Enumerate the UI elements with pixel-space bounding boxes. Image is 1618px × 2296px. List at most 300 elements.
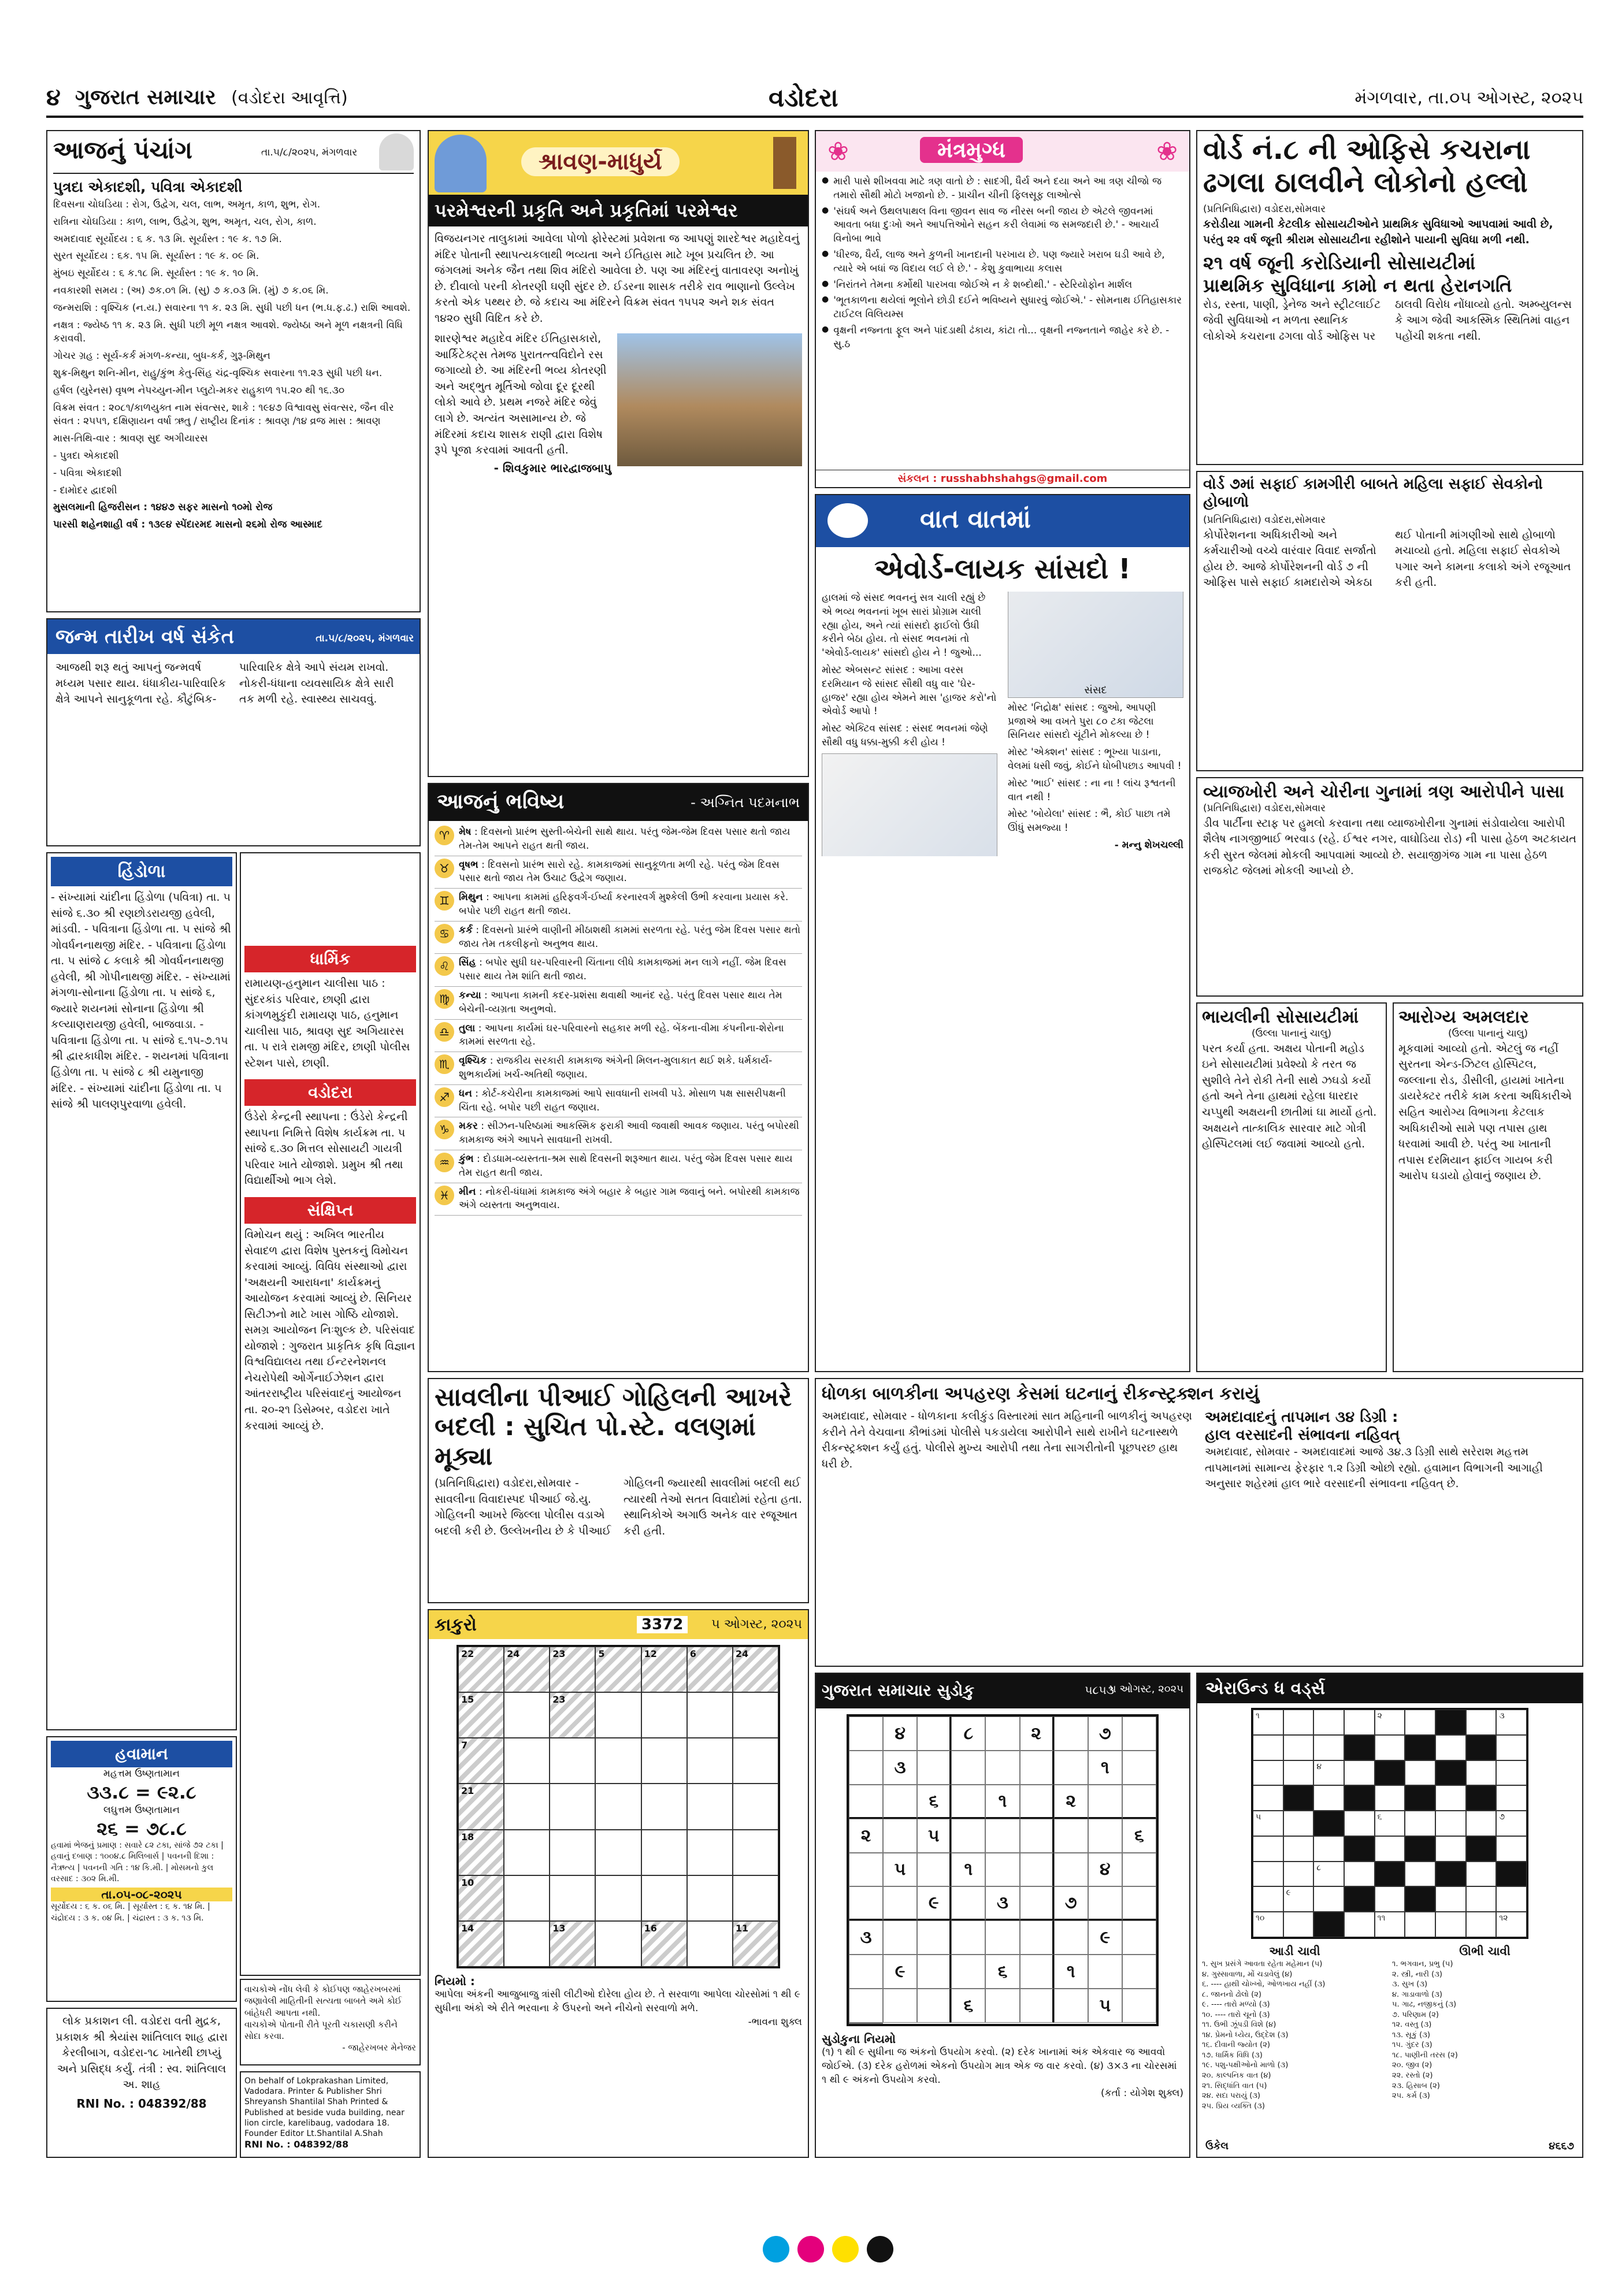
crossword-black-cell [1344,1836,1375,1862]
kakuro-cell[interactable] [687,1738,733,1784]
kakuro-cell[interactable] [733,1875,778,1921]
notice-sign: - જાહેરખબર મેનેજર [342,2042,416,2053]
crossword-cell[interactable] [1283,1886,1314,1912]
kakuro-cell[interactable] [733,1830,778,1875]
crossword-cell[interactable] [1283,1760,1314,1786]
kakuro-box [428,1609,809,2158]
crossword-cell[interactable] [1344,1811,1375,1836]
sudoku-cell[interactable]: ૨ [1054,1785,1088,1819]
crossword-cell[interactable] [1466,1710,1497,1735]
crossword-cell[interactable] [1375,1811,1405,1836]
rashi-sign: સિંહ [459,957,476,969]
arogya-box [1393,1002,1583,1372]
crossword-cell[interactable] [1405,1760,1435,1786]
sudoku-cell[interactable]: ૮ [951,1717,985,1751]
crossword-cell[interactable] [1405,1912,1435,1937]
sudoku-cell[interactable]: ૪ [1088,1853,1122,1887]
crossword-cell[interactable] [1496,1912,1527,1937]
kakuro-cell[interactable] [687,1921,733,1967]
crossword-cell[interactable] [1313,1836,1344,1862]
sudoku-cell[interactable] [883,1989,917,2023]
kakuro-clue-cell [504,1647,550,1692]
crossword-cell[interactable] [1253,1811,1283,1836]
sudoku-cell[interactable] [849,1886,883,1920]
crossword-cell[interactable] [1283,1836,1314,1862]
panchang-line: - દામોદર દ્વાદશી [53,484,117,496]
crossword-cell[interactable] [1313,1862,1344,1887]
kakuro-cell[interactable] [687,1692,733,1738]
crossword-cell[interactable] [1313,1735,1344,1760]
sudoku-cell[interactable] [1020,1989,1054,2023]
crossword-cell[interactable] [1496,1735,1527,1760]
crossword-black-cell [1466,1785,1497,1811]
imprint-guj-rni: RNI No. : 048392/88 [76,2096,207,2111]
havaman-box [46,1736,237,2002]
rashi-text: દોડધામ-વ્યસ્તતા-શ્રમ સાથે દિવસની શરૂઆત થાય. પરંતુ જેમ દિવસ પસાર થાય તેમ રાહત થતી જાય. [459,1153,793,1179]
sudoku-cell[interactable] [1020,1751,1054,1785]
crossword-cell[interactable] [1253,1735,1283,1760]
kakuro-clue: 14 [461,1922,474,1934]
rashi-sign: તુલા [459,1022,476,1034]
sudoku-cell[interactable]: ૩ [985,1886,1019,1920]
kakuro-cell[interactable] [504,1921,550,1967]
across-clue: ૨૧. સિદ્ધાંતિ વાત (૫) [1202,2081,1267,2090]
crossword-cell[interactable] [1253,1710,1283,1735]
crossword-cell[interactable] [1435,1785,1466,1811]
notice-text-2: વાચકોએ પોતાની રીતે પૂરતી ચકાસણી કરીને સોદા કરવા. [244,2019,398,2041]
kakuro-cell[interactable] [595,1692,641,1738]
kakuro-author: -ભાવના શુક્લ [748,2016,802,2028]
quote-item: ● 'નિરાંતને તેમના કર્મોથી પારખવા જોઈએ ન કે શબ્દોથી.' - સ્ટેરિયોફોન માર્શલ [822,278,1183,292]
sudoku-cell[interactable] [917,1955,951,1989]
sudoku-cell[interactable]: ૨ [1020,1717,1054,1751]
kakuro-cell[interactable] [595,1875,641,1921]
sudoku-cell[interactable]: ૬ [951,1989,985,2023]
sudoku-cell[interactable] [1054,1717,1088,1751]
crossword-number: ૪ [1316,1762,1322,1771]
kakuro-clue-cell [458,1692,504,1738]
sudoku-rules-title: સુડોકુના નિયમો [822,2032,896,2046]
crossword-cell[interactable] [1496,1760,1527,1786]
crossword-cell[interactable] [1405,1811,1435,1836]
bhavishya-box [428,783,809,1372]
sudoku-cell[interactable] [917,1853,951,1887]
sudoku-cell[interactable] [985,1751,1019,1785]
kakuro-clue: 16 [644,1922,657,1934]
kakuro-rules-title: નિયમો : [435,1974,475,1988]
sudoku-cell[interactable] [985,1717,1019,1751]
sudoku-cell[interactable]: ૧ [985,1785,1019,1819]
sudoku-cell[interactable] [951,1886,985,1920]
across-clue: ૬. ---- હાથી ચોખ્ખો, ઓળખાય નહીં (૩) [1202,1980,1326,1989]
crossword-cell[interactable] [1375,1710,1405,1735]
registration-mark [763,2236,789,2262]
registration-mark [832,2236,859,2262]
notice-text-1: વાચકોએ નોંધ લેવી કે કોઈપણ જાહેરખબરમાં જણાવેલી માહિતીની સત્યતા બાબતે અમે કોઈ બાંહેધરી આપતા નથી. [244,1984,402,2018]
quote-item: ● 'ધીરજ, ધૈર્ય, લાજ અને કુળની ખાનદાની પરખાય છે. પણ જ્યારે ખરાબ ઘડી આવે છે, ત્યારે એ બધાં જ વિદાય લઈ લે છે.' - કેશુ કુવાભાયા કલાસ [822,248,1183,276]
sudoku-cell[interactable]: ૧ [1088,1751,1122,1785]
crossword-cell[interactable] [1283,1710,1314,1735]
crossword-cell[interactable] [1344,1710,1375,1735]
crossword-cell[interactable] [1435,1735,1466,1760]
sudoku-cell[interactable] [849,1853,883,1887]
rashi-row: ♉ વૃષભ : દિવસનો પ્રારંભ સારો રહે. કામકાજમાં સાનુકૂળતા મળી રહે. પરંતુ જેમ દિવસ પસાર થતો જાય તેમ ઉચાટ ઉદ્વેગ જણાય. [435,856,802,889]
sudoku-cell[interactable]: ૯ [1088,1920,1122,1955]
sudoku-cell[interactable] [985,1989,1019,2023]
sudoku-cell[interactable]: ૫ [883,1853,917,1887]
kakuro-clue-cell [550,1692,595,1738]
sudoku-cell[interactable] [1088,1819,1122,1853]
birthday-box [46,618,421,846]
rashi-sign: મકર [459,1120,478,1132]
city: વડોદરા [769,83,838,113]
crossword-cell[interactable] [1283,1912,1314,1937]
crossword-number: ૧ [1256,1711,1260,1721]
crossword-cell[interactable] [1283,1862,1314,1887]
kakuro-cell[interactable] [504,1738,550,1784]
sudoku-cell[interactable] [951,1785,985,1819]
crossword-cell[interactable] [1466,1760,1497,1786]
crossword-cell[interactable] [1313,1886,1344,1912]
down-clue: ૨૩. હિસાબ (૨) [1392,2081,1440,2090]
vaat-item: મોસ્ટ 'નિદ્રોક્ષ' સાંસદ : જુઓ, આપણી પ્રજાએ આ વખતે પુરા ૮૦ ટકા જેટલા સિનિયર સાંસદો ચૂંટીને મોકલ્યા છે ! [1008,701,1156,741]
kakuro-cell[interactable] [504,1875,550,1921]
ward8-body: કરોડીયા ગામની કેટલીક સોસાયટીઓને પ્રાથમિક સુવિધાઓ આપવામાં આવી છે, પરંતુ ૨૨ વર્ષ જૂની શ્રીરામ સોસાયટીના રહીશોને પાયાની સુવિધા મળી નથી. [1203,217,1553,247]
kakuro-clue: 12 [644,1648,657,1659]
savli-box [428,1378,809,1603]
bhayali-body: પરત કર્યા હતા. અક્ષય પોતાની મહોડ ઇને સોસાયટીમાં પ્રવેશ્યો કે તરત જ સુશીલે તેને રોકી તેની સાથે ઝઘડો કર્યો હતો અને તેના હાથમાં રહેલા ધારદાર ચપ્પુથી અક્ષયની છાતીમાં ઘા માર્યો હતો. અક્ષયને તાત્કાલિક સારવાર માટે ગોત્રી હોસ્પિટલમાં લઈ જવામાં આવ્યો હતો. [1202,1042,1377,1151]
leo-icon: ♌ [435,956,454,976]
kakuro-clue: 23 [552,1648,566,1659]
across-clue: ૨૫. પ્રિય વ્યક્તિ (૩) [1202,2101,1265,2111]
across-clue: ૪. ગુસ્સાવાળા, મોં ચડાવેલું (૪) [1202,1970,1293,1979]
edition: (વડોદરા આવૃત્તિ) [231,88,348,108]
sudoku-cell[interactable] [1122,1785,1156,1819]
kakuro-cell[interactable] [641,1738,687,1784]
answer-title: ઉકેલ [1205,2140,1229,2152]
kakuro-cell[interactable] [550,1738,595,1784]
kakuro-rules: આપેલા અંકની આજુબાજુ ત્રાંસી લીટીઓ દોરેલા હોય છે. તે સરવાળા આપેલા ચોરસોમાં ૧ થી ૯ સુધીના અંકો એ રીતે ભરવાના કે ઉપરનો અને નીચેનો સરવાળો મળે. [435,1989,800,2014]
shravan-banner [429,131,808,195]
crossword-cell[interactable] [1375,1785,1405,1811]
crossword-cell[interactable] [1466,1811,1497,1836]
kakuro-cell[interactable] [641,1875,687,1921]
crossword-cell[interactable] [1496,1836,1527,1862]
sudoku-cell[interactable]: ૧ [951,1853,985,1887]
birthday-header [47,619,420,654]
registration-mark [867,2236,893,2262]
crossword-cell[interactable] [1496,1710,1527,1735]
crossword-cell[interactable] [1405,1862,1435,1887]
mantramugdh-box [815,130,1190,488]
crossword-cell[interactable] [1466,1886,1497,1912]
sudoku-cell[interactable] [849,1717,883,1751]
crossword-cell[interactable] [1344,1760,1375,1786]
kakuro-clue: 24 [507,1648,520,1659]
sudoku-cell[interactable] [1122,1853,1156,1887]
imprint-eng-text: On behalf of Lokprakashan Limited, Vadodara. Printer & Publisher Shri Shreyansh Shantilal Shah Printed & Published at beside vuda building, near lion circle, karelibaug, vadodara 18. Founder Editor Lt.Shantilal A.Shah [244,2076,404,2138]
kakuro-cell[interactable] [641,1692,687,1738]
crossword-black-cell [1435,1710,1466,1735]
crossword-grid[interactable] [1251,1708,1528,1939]
kakuro-cell[interactable] [504,1692,550,1738]
panchang-line: શુક્ર-મિથુન શનિ-મીન, રાહુ/કુંભ કેતુ-સિંહ ચંદ્ર-વૃશ્ચિક સવારના ૧૧.૨૩ સુધી પછી ધન. [53,367,383,379]
crossword-cell[interactable] [1313,1785,1344,1811]
crossword-cell[interactable] [1435,1912,1466,1937]
crossword-cell[interactable] [1313,1710,1344,1735]
sudoku-cell[interactable] [1122,1751,1156,1785]
sudoku-cell[interactable] [1020,1853,1054,1887]
kakuro-cell[interactable] [595,1784,641,1829]
sudoku-cell[interactable] [1054,1989,1088,2023]
scorpio-icon: ♏ [435,1054,454,1074]
rashi-sign: કન્યા [459,989,481,1001]
bhayali-sub: (ઉલ્લા પાનાનું ચાલુ) [1251,1028,1332,1039]
sudoku-rules: (૧) ૧ થી ૯ સુધીના જ અંકનો ઉપયોગ કરવો. (૨) દરેક ખાનામાં અંક એકવાર જ આવવો જોઈએ. (૩) દરેક હરોળમાં એકનો ઉપયોગ માત્ર એક જ વાર કરવો. (૪) ૩×૩ ના ચોરસમાં ૧ થી ૯ અંકનો ઉપયોગ કરવો. [822,2046,1177,2086]
sudoku-cell[interactable]: ૧ [1054,1955,1088,1989]
crossword-cell[interactable] [1435,1836,1466,1862]
shravan-body-2: શારણેશ્વર મહાદેવ મંદિર ઈતિહાસકારો, આર્કિટેક્ટ્સ તેમજ પુરાતત્ત્વવિદોને રસ જગાવ્યો છે. આ મંદિરની ભવ્ય કોતરણી અને અદ્ભુત મૂર્તિઓ જોવા દૂર દૂરથી લોકો આવે છે. પ્રથમ નજરે મંદિર જેવું લાગે છે. અત્યંત અસામાન્ય છે. જે મંદિરમાં કદાચ શાસક રાણી દ્વારા વિશેષ રૂપે પૂજા કરવામાં આવતી હતી. [435,332,607,457]
crossword-cell[interactable] [1496,1886,1527,1912]
crossword-cell[interactable] [1375,1912,1405,1937]
crossword-number: ૯ [1286,1888,1291,1898]
crossword-cell[interactable] [1253,1785,1283,1811]
sudoku-cell[interactable] [1054,1920,1088,1955]
kakuro-cell[interactable] [595,1738,641,1784]
crossword-cell[interactable] [1375,1886,1405,1912]
crossword-cell[interactable] [1375,1735,1405,1760]
crossword-cell[interactable] [1435,1811,1466,1836]
capricorn-icon: ♑ [435,1120,454,1139]
libra-icon: ♎ [435,1022,454,1042]
temperature-headline-2: હાલ વરસાદની સંભાવના નહિવત્ [1205,1426,1400,1444]
sudoku-cell[interactable] [1054,1819,1088,1853]
sudoku-cell[interactable] [1054,1853,1088,1887]
sudoku-cell[interactable] [1020,1920,1054,1955]
sudoku-cell[interactable] [849,2023,883,2024]
kakuro-cell[interactable] [595,1830,641,1875]
sudoku-cell[interactable] [1088,1955,1122,1989]
down-clue: ૨૫. કર્મ (૩) [1392,2091,1430,2101]
ward8-body-2: રોડ, રસ્તા, પાણી, ડ્રેનેજ અને સ્ટ્રીટલાઈટ જેવી સુવિધાઓ ન મળતા સ્થાનિક લોકોએ કચરાના ઢગલા વોર્ડ ઓફિસ પર ઠાલવી વિરોધ નોંધાવ્યો હતો. અમ્બ્યુલન્સ કે આગ જેવી આકસ્મિક સ્થિતિમાં વાહન પહોંચી શકતા નથી. [1203,298,1572,343]
crossword-header: એરાઉન્ડ ધ વર્ડ્સ [1197,1674,1582,1703]
crossword-black-cell [1375,1862,1405,1887]
crossword-number: ૧૦ [1256,1914,1265,1923]
savli-headline-2: બદલી : સુચિત પો.સ્ટે. વલણમાં મૂક્યા [435,1412,756,1471]
havaman-header: હવામાન [51,1741,232,1767]
across-clue: ૧૧. ઉભી ઝૂંપડી વિશે (૪) [1202,2020,1276,2030]
rashi-sign: મીન [459,1186,476,1198]
sudoku-cell[interactable]: ૫ [917,1819,951,1853]
kakuro-cell[interactable] [550,1875,595,1921]
crossword-cell[interactable] [1253,1862,1283,1887]
kakuro-cell[interactable] [641,1830,687,1875]
sudoku-cell[interactable]: ૨ [849,1819,883,1853]
crossword-black-cell [1313,1912,1344,1937]
sudoku-grid[interactable] [847,1714,1159,2026]
kakuro-cell[interactable] [550,1784,595,1829]
kakuro-cell[interactable] [733,1738,778,1784]
kakuro-clue: 24 [735,1648,749,1659]
sudoku-cell[interactable]: ૭ [1088,1717,1122,1751]
down-clue: ૫. ગાઢ, નજીકનું (૩) [1392,2000,1457,2009]
crossword-black-cell [1283,1785,1314,1811]
kakuro-cell[interactable] [550,1830,595,1875]
sudoku-cell[interactable] [985,1853,1019,1887]
sudoku-cell[interactable]: ૪ [883,1717,917,1751]
sudoku-cell[interactable] [883,1920,917,1955]
paper-name: ગુજરાત સમાચાર [75,86,216,109]
down-clue: ૪. ગાડાવાળો (૩) [1392,1990,1442,1999]
date: મંગળવાર, તા.૦૫ ઓગસ્ટ, ૨૦૨૫ [1354,88,1583,108]
sudoku-cell[interactable] [951,1955,985,1989]
crossword-black-cell [1496,1862,1527,1887]
speech-bubble-icon [827,503,868,538]
sudoku-cell[interactable] [985,1920,1019,1955]
crossword-cell[interactable] [1466,1862,1497,1887]
mantramugdh-title: મંત્રમુગ્ધ [920,137,1023,163]
across-clue: ૧૬. દીવાની જ્યોત (૨) [1202,2041,1270,2050]
vaat-item: મોસ્ટ એક્ટિવ સાંસદ : સંસદ ભવનમાં જેણે સૌથી વધુ ધક્કા-મુક્કી કરી હોય ! [822,723,988,748]
sudoku-cell[interactable]: ૯ [883,1955,917,1989]
sudoku-cell[interactable] [883,1785,917,1819]
sudoku-cell[interactable] [849,1751,883,1785]
crossword-cell[interactable] [1435,1886,1466,1912]
kakuro-grid[interactable] [457,1645,780,1968]
sudoku-cell[interactable] [1122,1886,1156,1920]
crossword-number: ૮ [1316,1863,1322,1873]
sudoku-cell[interactable] [985,1819,1019,1853]
kakuro-cell[interactable] [687,1784,733,1829]
rashi-row: ♊ મિથુન : આપના કામમાં હરિફવર્ગ-ઈર્ષ્યા કરનારવર્ગ મુશ્કેલી ઉભી કરવાના પ્રયાસ કરે. બપોર પછી રાહત થતી જાય. [435,889,802,922]
sudoku-cell[interactable]: ૩ [883,1751,917,1785]
kakuro-cell[interactable] [733,1692,778,1738]
rashi-row: ♓ મીન : નોકરી-ધંધામાં કામકાજ અંગે બહાર કે બહાર ગામ જવાનું બને. બપોરથી કામકાજ અંગે વ્યસ્તતા અનુભવાય. [435,1183,802,1216]
kakuro-cell[interactable] [687,1875,733,1921]
sudoku-cell[interactable] [1020,1955,1054,1989]
kakuro-cell[interactable] [733,1784,778,1829]
sudoku-cell[interactable] [849,1955,883,1989]
cleaning-headline: વોર્ડ ૭માં સફાઈ કામગીરી બાબતે મહિલા સફાઈ સેવકોનો હોબાળો [1203,475,1543,511]
imprint-guj-text: લોક પ્રકાશન લી. વડોદરા વતી મુદ્રક, પ્રકાશક શ્રી શ્રેયાંસ શાંતિલાલ શાહ દ્વારા કેરલીબાગ, વડોદરા-૧૮ ખાતેથી છાપ્યું અને પ્રસિદ્ધ કર્યું. તંત્રી : સ્વ. શાંતિલાલ અ. શાહ [55,2015,228,2091]
vaat-headline: એવોર્ડ-લાયક સાંસદો ! [874,553,1131,585]
sudoku-cell[interactable] [1088,1785,1122,1819]
sudoku-cell[interactable] [1020,1819,1054,1853]
rashi-sign: વૃશ્ચિક [459,1055,487,1067]
kakuro-title: કાકુરો [435,1615,477,1635]
sudoku-cell[interactable] [917,1989,951,2023]
sudoku-cell[interactable]: ૭ [1054,1886,1088,1920]
crossword-number: ૭ [1499,1812,1505,1822]
sudoku-cell[interactable]: ૬ [917,1785,951,1819]
kakuro-cell[interactable] [641,1784,687,1829]
sudoku-cell[interactable] [883,1886,917,1920]
crossword-cell[interactable] [1283,1811,1314,1836]
havaman-date: તા.૦૫-૦૮-૨૦૨૫ [51,1888,232,1901]
sudoku-cell[interactable] [1088,1886,1122,1920]
sankshipt-header: સંક્ષિપ્ત [244,1197,416,1224]
ward8-sub-1: ૨૧ વર્ષ જૂની કરોડિયાની સોસાયટીમાં [1203,251,1476,274]
kakuro-clue: 6 [689,1648,696,1659]
sudoku-cell[interactable] [1054,1751,1088,1785]
sudoku-cell[interactable] [849,1785,883,1819]
sudoku-cell[interactable] [1122,1717,1156,1751]
panchang-line: રાત્રિના ચોઘડિયા : કાળ, લાભ, ઉદ્વેગ, શુભ, અમૃત, ચલ, રોગ, કાળ. [53,216,317,228]
crossword-cell[interactable] [1253,1760,1283,1786]
kakuro-cell[interactable] [687,1830,733,1875]
quote-item: ● 'સંઘર્ષ અને ઉથલપાથલ વિના જીવન સાવ જ નીરસ બની જાય છે એટલે જીવનમાં આવતા બધા દુઃખો અને આપત્તિઓને સહન કરી લેવામાં જ સમજદારી છે.' - આચાર્ય વિનોબા ભાવે [822,205,1183,246]
kakuro-cell[interactable] [504,1784,550,1829]
bhavishya-title: આજનું ભવિષ્ય [437,790,565,813]
kakuro-cell[interactable] [595,1921,641,1967]
sudoku-cell[interactable] [1122,1989,1156,2023]
sudoku-cell[interactable] [883,1819,917,1853]
crossword-cell[interactable] [1253,1836,1283,1862]
sudoku-cell[interactable] [1020,1785,1054,1819]
sudoku-cell[interactable] [1122,1955,1156,1989]
rashi-row: ♒ કુંભ : દોડધામ-વ્યસ્તતા-શ્રમ સાથે દિવસની શરૂઆત થાય. પરંતુ જેમ દિવસ પસાર થાય તેમ રાહત થતી જાય. [435,1150,802,1183]
crossword-cell[interactable] [1253,1912,1283,1937]
kakuro-clue-cell [733,1921,778,1967]
cartoon-caption: સંસદ [1084,683,1107,696]
sudoku-cell[interactable] [917,1920,951,1955]
crossword-cell[interactable] [1283,1735,1314,1760]
crossword-cell[interactable] [1496,1785,1527,1811]
sudoku-cell[interactable] [917,1751,951,1785]
sudoku-cell[interactable] [951,1751,985,1785]
panchang-line: માસ-તિથિ-વાર : શ્રાવણ સુદ અગીયારસ [53,433,208,445]
crossword-cell[interactable] [1466,1912,1497,1937]
min-temp-value: ૨૬ = ૭૮.૮ [97,1817,187,1840]
sudoku-cell[interactable] [1020,1886,1054,1920]
across-clue: ૧. સુખ પ્રસંગે આવતા રહેતા મહેમાન (૫) [1202,1960,1323,1968]
savli-headline-1: સાવલીના પીઆઈ ગોહિલની આખરે [435,1383,792,1412]
crossword-cell[interactable] [1496,1811,1527,1836]
crossword-cell[interactable] [1344,1912,1375,1937]
crossword-cell[interactable] [1313,1760,1344,1786]
temperature-headline-1: અમદાવાદનું તાપમાન ૩૪ ડિગ્રી : [1205,1409,1398,1426]
crossword-cell[interactable] [1405,1710,1435,1735]
sudoku-cell[interactable] [951,1819,985,1853]
sudoku-cell[interactable] [917,1717,951,1751]
down-clue: ૧૨. વસ્તુ (૩) [1392,2020,1432,2030]
sudoku-cell[interactable]: ૫ [1088,1989,1122,2023]
sudoku-cell[interactable] [849,1989,883,2023]
sudoku-cell[interactable]: ૬ [1122,1819,1156,1853]
sudoku-cell[interactable]: ૩ [849,1920,883,1955]
crossword-cell[interactable] [1375,1836,1405,1862]
dharmik-text: રામાયણ-હનુમાન ચાલીસા પાઠ : સુંદરકાંડ પરિવાર, છાણી દ્વારા કાંગળમુકુંદી રામાયણ પાઠ, હનુમાન ચાલીસા પાઠ, શ્રાવણ સુદ અગિયારસ તા. ૫ રાત્રે રામજી મંદિર, છાણી પોલીસ સ્ટેશન પાસે, છાણી. [244,977,410,1069]
vaat-author: - મન્નુ શેખચલ્લી [1114,839,1183,852]
crossword-cell[interactable] [1344,1862,1375,1887]
kakuro-cell[interactable] [504,1830,550,1875]
crossword-black-cell [1405,1785,1435,1811]
kakuro-clue-cell [550,1921,595,1967]
rashi-text: આપના કામમાં હરિફવર્ગ-ઈર્ષ્યા કરનારવર્ગ મુશ્કેલી ઉભી કરવાના પ્રયાસ કરે. બપોર પછી રાહત થતી જાય. [459,891,789,917]
sudoku-cell[interactable] [951,1920,985,1955]
sudoku-cell[interactable] [1122,1920,1156,1955]
sudoku-cell[interactable]: ૬ [985,1955,1019,1989]
havaman-sun: સૂર્યોદય : ૬ ક. ૦૬ મિ. | સૂર્યાસ્ત : ૬ ક. ૧૪ મિ. | ચંદ્રોદય : ૩ ક. ૦૪ મિ. | ચંદ્રાસ્ત : ૩ ક. ૧૩ મિ. [51,1901,210,1923]
kakuro-clue: 18 [461,1831,474,1842]
quote-item: ● મારી પાસે શીખવવા માટે ત્રણ વાતો છે : સાદગી, ધૈર્ય અને દયા અને આ ત્રણ ચીજો જ તમારો સૌથી મોટો ખજાનો છે. - પ્રાચીન ચીની ફિલસૂફ લાઓત્સે [822,175,1183,203]
dholka-headline: ધોળકા બાળકીના અપહરણ કેસમાં ઘટનાનું રીકન્સ્ટ્રક્શન કરાયું [822,1384,1260,1404]
sudoku-cell[interactable]: ૯ [917,1886,951,1920]
panchang-line: દિવસના ચોઘડિયા : રોગ, ઉદ્વેગ, ચલ, લાભ, અમૃત, કાળ, શુભ, રોગ. [53,199,321,210]
ward8-headline-1: વોર્ડ નં.૮ ની ઓફિસે કચરાના [1203,133,1531,166]
crossword-cell[interactable] [1253,1886,1283,1912]
across-clue: ૧૯. પશુ-પક્ષીઓનો માળો (૩) [1202,2061,1289,2070]
